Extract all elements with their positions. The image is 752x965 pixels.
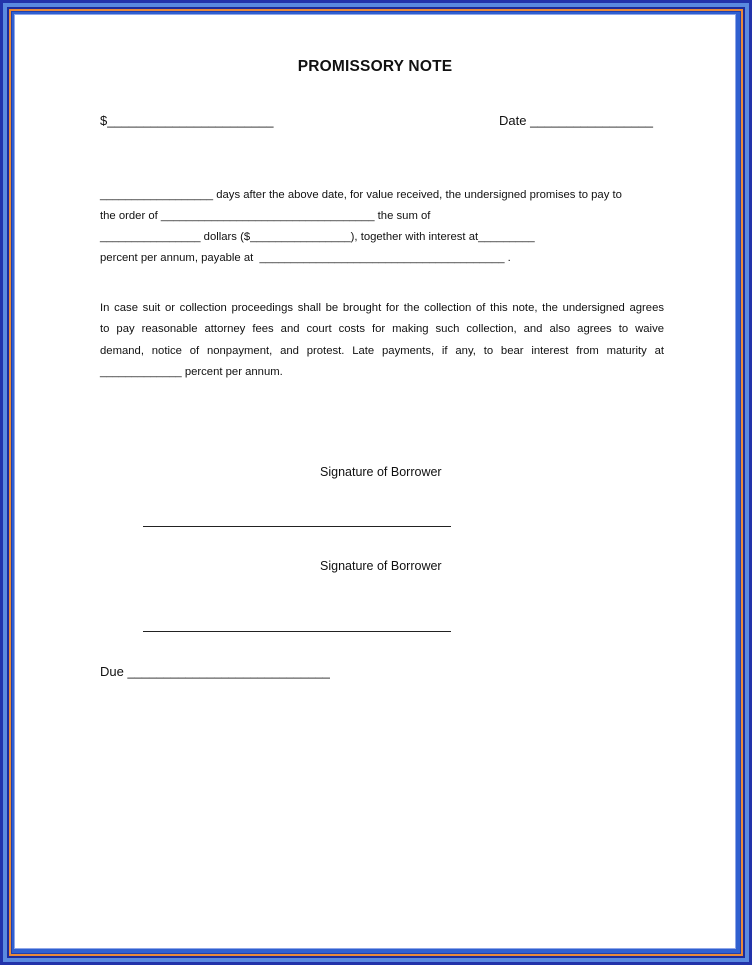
para1-line3: ________________ dollars ($________________), together with interest at_________ xyxy=(100,231,535,243)
signature-line-2 xyxy=(143,631,451,632)
document-page xyxy=(14,14,736,949)
para1-line1: __________________ days after the above date, for value received, the undersigned promises to pay to xyxy=(100,189,622,201)
signature-line-1 xyxy=(143,526,451,527)
para2-line1: In case suit or collection proceedings shall be brought for the collection of this note, the undersigned agrees xyxy=(100,302,664,314)
para1-line4: percent per annum, payable at _______________________________________ . xyxy=(100,252,511,264)
signature-label-1: Signature of Borrower xyxy=(320,465,442,479)
signature-label-2: Signature of Borrower xyxy=(320,559,442,573)
due-field: Due ____________________________ xyxy=(100,664,330,679)
para2-line3: demand, notice of nonpayment, and protest. Late payments, if any, to bear interest from maturity at xyxy=(100,345,664,357)
date-field: Date _________________ xyxy=(499,113,653,128)
para2-line4: _____________ percent per annum. xyxy=(100,366,283,378)
document-title: PROMISSORY NOTE xyxy=(297,58,453,75)
para1-line2: the order of __________________________________ the sum of xyxy=(100,210,431,222)
para2-line2: to pay reasonable attorney fees and court costs for making such collection, and also agrees to waive xyxy=(100,323,664,335)
amount-field: $_______________________ xyxy=(100,113,274,128)
